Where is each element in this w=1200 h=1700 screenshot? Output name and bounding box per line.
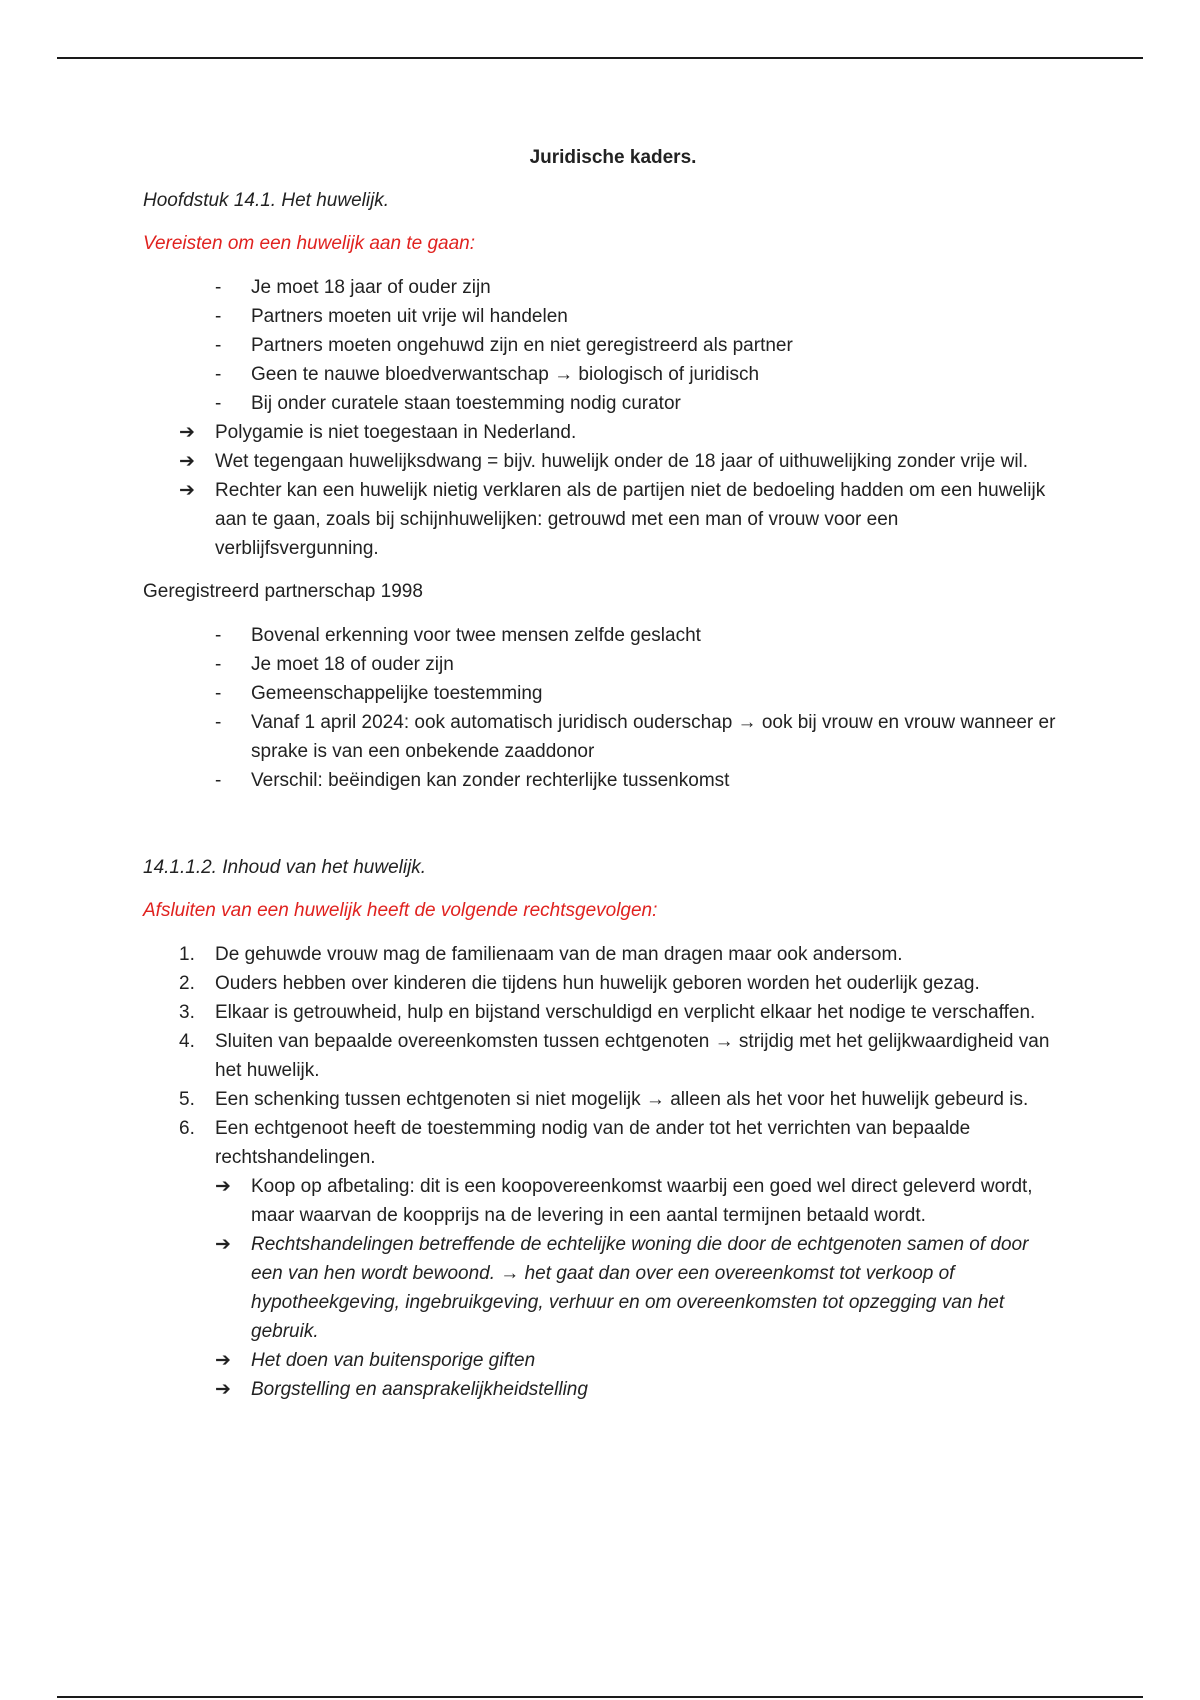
section1-heading: Hoofdstuk 14.1. Het huwelijk.: [143, 190, 390, 211]
list-item-text: De gehuwde vrouw mag de familienaam van de man dragen maar ook andersom.: [215, 944, 903, 965]
list-item-text: Polygamie is niet toegestaan in Nederland.: [215, 422, 577, 443]
list-item-text: Borgstelling en aansprakelijkheidstelling: [251, 1379, 588, 1400]
list-item: [179, 447, 1063, 476]
list-item: [179, 998, 1063, 1027]
document-page: [143, 143, 1063, 1404]
list-item: - Partners moeten ongehuwd zijn en niet geregistreerd als partner: [215, 331, 1063, 360]
list-number: 5.: [179, 1089, 195, 1110]
list-item-text: Een echtgenoot heeft de toestemming nodig van de ander tot het verrichten van bepaalde rechtshandelingen.: [215, 1118, 971, 1168]
list-number: 4.: [179, 1031, 195, 1052]
section1-dash-list: [215, 273, 1063, 418]
list-item-text: Een schenking tussen echtgenoten si niet mogelijk → alleen als het voor het huwelijk gebeurd is.: [215, 1089, 1029, 1110]
list-item: [215, 1375, 1063, 1404]
arrow-icon: ➔: [215, 1234, 231, 1255]
arrow-icon: ➔: [215, 1350, 231, 1371]
arrow-icon: ➔: [179, 451, 195, 472]
list-item-text: Het doen van buitensporige giften: [251, 1350, 536, 1371]
list-item: [215, 1230, 1063, 1346]
section2-dash-list: [215, 621, 1063, 795]
list-item: - Gemeenschappelijke toestemming: [215, 679, 1063, 708]
list-item-text: Elkaar is getrouwheid, hulp en bijstand verschuldigd en verplicht elkaar het nodige te verschaffen.: [215, 1002, 1036, 1023]
list-item: [215, 1346, 1063, 1375]
list-item: - Vanaf 1 april 2024: ook automatisch juridisch ouderschap → ook bij vrouw en vrouw wanneer er sprake is van een onbekende zaaddonor: [215, 708, 1063, 766]
list-number: 3.: [179, 1002, 195, 1023]
list-item-text: Koop op afbetaling: dit is een koopovereenkomst waarbij een goed wel direct geleverd wordt, maar waarvan de koopprijs na de levering in een aantal termijnen betaald wordt.: [251, 1176, 1033, 1226]
section3-sub-arrow-list: [215, 1172, 1063, 1404]
list-number: 1.: [179, 944, 195, 965]
section1-arrow-list: [179, 418, 1063, 563]
list-item: [179, 418, 1063, 447]
list-item: [179, 1114, 1063, 1404]
arrow-icon: ➔: [179, 480, 195, 501]
list-item: [179, 476, 1063, 563]
footer-rule: [57, 1696, 1143, 1698]
arrow-icon: ➔: [215, 1379, 231, 1400]
list-item: [215, 1172, 1063, 1230]
arrow-icon: ➔: [215, 1176, 231, 1197]
list-item-text: Wet tegengaan huwelijksdwang = bijv. huwelijk onder de 18 jaar of uithuwelijking zonder vrije wil.: [215, 451, 1029, 472]
list-number: 2.: [179, 973, 195, 994]
list-item: [179, 1085, 1063, 1114]
section3-subheading: Afsluiten van een huwelijk heeft de volgende rechtsgevolgen:: [143, 900, 658, 921]
section2-heading: Geregistreerd partnerschap 1998: [143, 581, 423, 602]
list-item: - Partners moeten uit vrije wil handelen: [215, 302, 1063, 331]
list-item: [179, 1027, 1063, 1085]
section3-numbered-list: [179, 940, 1063, 1404]
section3-heading: 14.1.1.2. Inhoud van het huwelijk.: [143, 857, 427, 878]
section1-subheading: Vereisten om een huwelijk aan te gaan:: [143, 233, 476, 254]
list-item-text: Ouders hebben over kinderen die tijdens hun huwelijk geboren worden het ouderlijk gezag.: [215, 973, 980, 994]
arrow-icon: ➔: [179, 422, 195, 443]
list-item: - Bij onder curatele staan toestemming nodig curator: [215, 389, 1063, 418]
list-item-text: Rechtshandelingen betreffende de echtelijke woning die door de echtgenoten samen of door een van hen wordt bewoond. → het gaat dan over een overeenkomst tot verkoop of hypotheekgeving, ingebruikgeving, verhuur en om overeenkomsten tot opzegging van het gebruik.: [251, 1234, 1029, 1342]
list-item: - Verschil: beëindigen kan zonder rechterlijke tussenkomst: [215, 766, 1063, 795]
list-number: 6.: [179, 1118, 195, 1139]
list-item: - Geen te nauwe bloedverwantschap → biologisch of juridisch: [215, 360, 1063, 389]
list-item: [179, 969, 1063, 998]
list-item-text: Rechter kan een huwelijk nietig verklaren als de partijen niet de bedoeling hadden om een huwelijk aan te gaan, zoals bij schijnhuwelijken: getrouwd met een man of vrouw voor een verblijfsvergunning.: [215, 480, 1046, 559]
list-item: - Je moet 18 of ouder zijn: [215, 650, 1063, 679]
document-title: Juridische kaders.: [529, 147, 697, 168]
header-rule: [57, 57, 1143, 59]
list-item-text: Sluiten van bepaalde overeenkomsten tussen echtgenoten → strijdig met het gelijkwaardigheid van het huwelijk.: [215, 1031, 1050, 1081]
list-item: - Je moet 18 jaar of ouder zijn: [215, 273, 1063, 302]
list-item: - Bovenal erkenning voor twee mensen zelfde geslacht: [215, 621, 1063, 650]
list-item: [179, 940, 1063, 969]
